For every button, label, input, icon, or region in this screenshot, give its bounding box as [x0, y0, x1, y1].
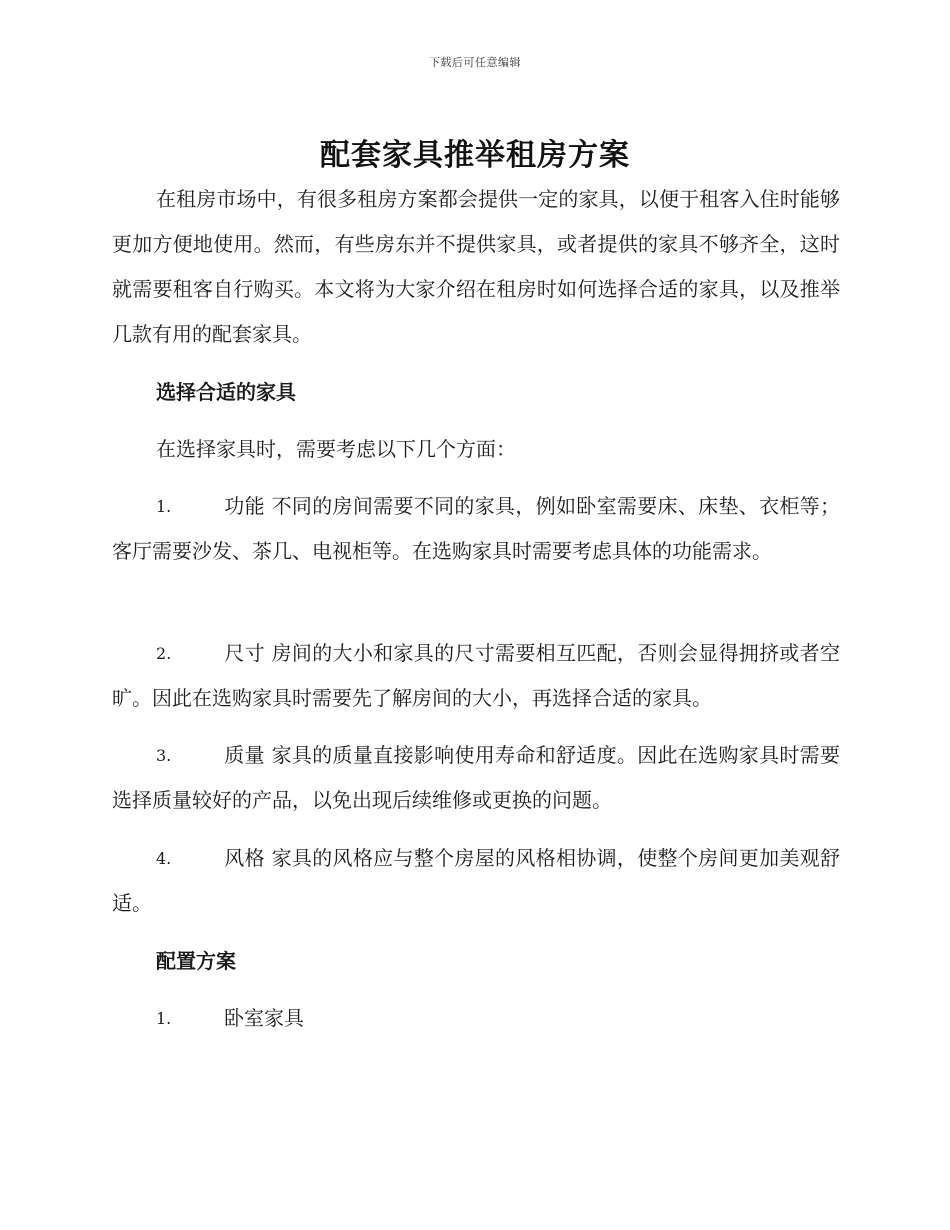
list-item-text: 风格 家具的风格应与整个房屋的风格相协调，使整个房间更加美观舒适。 [112, 846, 840, 915]
header-note: 下载后可任意编辑 [429, 56, 521, 69]
intro-paragraph: 在租房市场中，有很多租房方案都会提供一定的家具，以便于租客入住时能够更加方便地使用。然而，有些房东并不提供家具，或者提供的家具不够齐全，这时就需要租客自行购买。本文将为大家介绍在租房时如何选择合适的家具，以及推举几款有用的配套家具。 [112, 187, 840, 346]
list-item [112, 733, 840, 823]
list-item [112, 631, 840, 721]
list-item-text: 质量 家具的质量直接影响使用寿命和舒适度。因此在选购家具时需要选择质量较好的产品，以免出现后续维修或更换的问题。 [112, 743, 840, 812]
list-number: 3. [156, 746, 172, 765]
list-item-text: 卧室家具 [224, 1006, 304, 1030]
list-item-text: 功能 不同的房间需要不同的家具，例如卧室需要床、床垫、衣柜等；客厅需要沙发、茶几、电视柜等。在选购家具时需要考虑具体的功能需求。 [112, 494, 840, 563]
list-item [112, 836, 840, 926]
section-heading-choose-furniture: 选择合适的家具 [156, 380, 296, 404]
list-item [112, 484, 840, 574]
section-heading-configuration-plan: 配置方案 [156, 949, 236, 973]
section-lead: 在选择家具时，需要考虑以下几个方面： [156, 437, 516, 461]
document-title: 配套家具推举租房方案 [320, 138, 630, 173]
list-number: 1. [156, 497, 172, 516]
list-item [112, 996, 840, 1041]
list-number: 4. [156, 849, 172, 868]
list-number: 1. [156, 1009, 172, 1028]
list-number: 2. [156, 644, 172, 663]
list-item-text: 尺寸 房间的大小和家具的尺寸需要相互匹配，否则会显得拥挤或者空旷。因此在选购家具时需要先了解房间的大小，再选择合适的家具。 [112, 641, 840, 710]
